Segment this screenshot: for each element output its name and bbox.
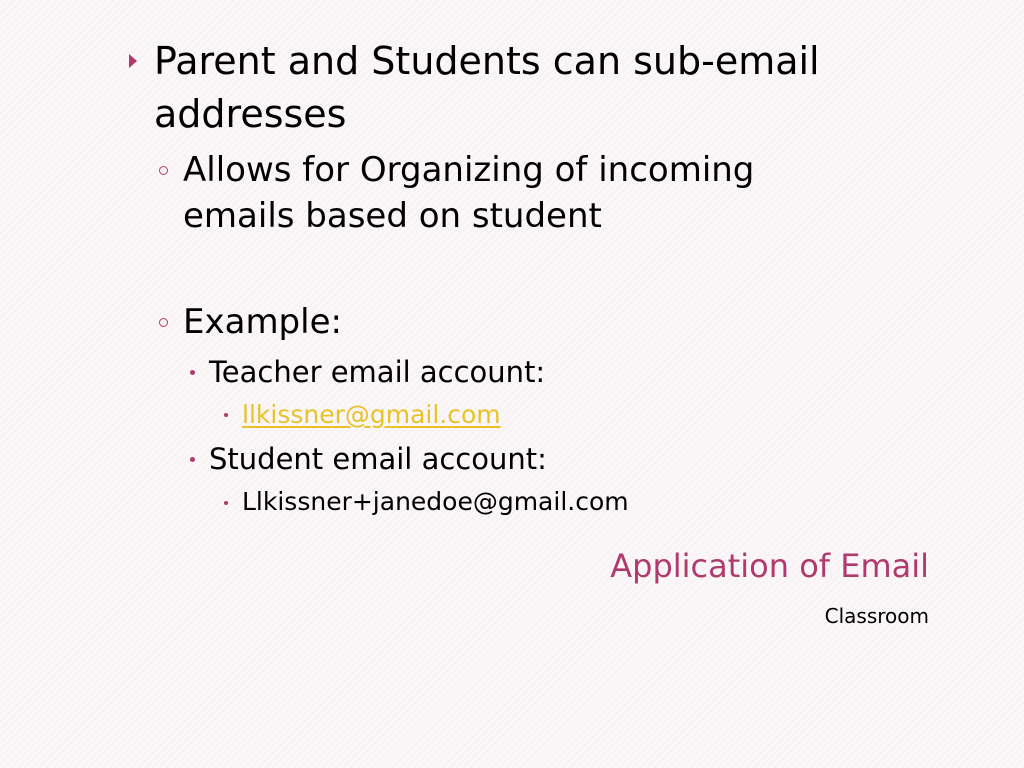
ring-icon <box>159 318 168 327</box>
bullet-organize-line1: Allows for Organizing of incoming <box>183 150 755 190</box>
bullet-level1-line1: Parent and Students can sub-email <box>154 39 820 83</box>
bullet-teacher-label: Teacher email account: <box>209 355 546 389</box>
bullet-organize-line2: emails based on student <box>183 196 602 236</box>
slide-title: Application of Email <box>610 547 929 585</box>
small-dot-icon <box>224 501 228 505</box>
bullet-level1-line2: addresses <box>154 92 347 136</box>
bullet-student-label: Student email account: <box>209 442 547 476</box>
dot-icon <box>190 457 195 462</box>
triangle-right-icon <box>129 54 137 68</box>
dot-icon <box>190 370 195 375</box>
small-dot-icon <box>224 413 228 417</box>
slide-subtitle: Classroom <box>824 604 929 628</box>
student-email: Llkissner+janedoe@gmail.com <box>242 487 629 516</box>
bullet-example: Example: <box>183 302 342 342</box>
teacher-email-link[interactable]: llkissner@gmail.com <box>242 400 501 429</box>
ring-icon <box>159 166 168 175</box>
